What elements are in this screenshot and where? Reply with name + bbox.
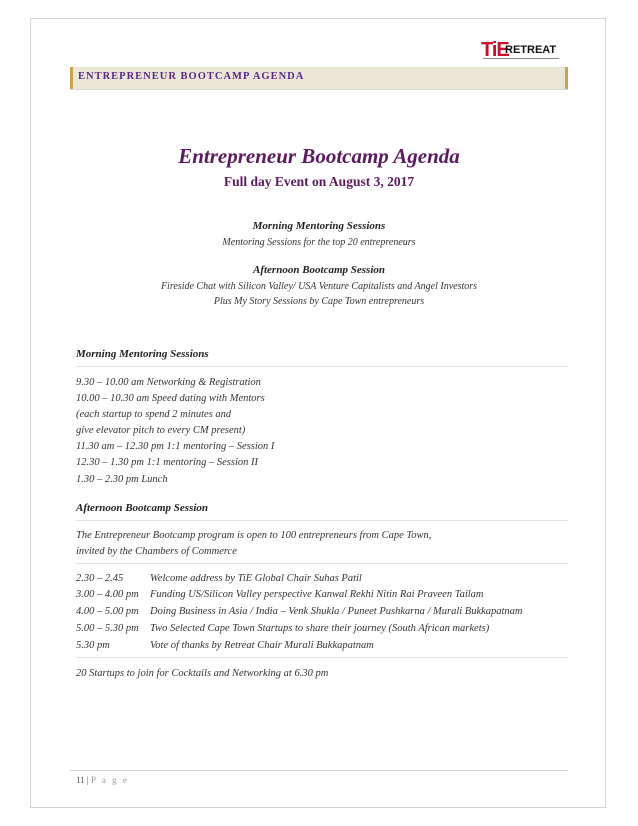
- schedule-time: 5.30 pm: [76, 640, 110, 651]
- morning-heading: Morning Mentoring Sessions: [76, 348, 209, 360]
- page-label: P a g e: [90, 775, 129, 785]
- header-band: [70, 67, 568, 89]
- morning-line: 1.30 – 2.30 pm Lunch: [76, 474, 168, 485]
- afternoon-heading: Afternoon Bootcamp Session: [76, 502, 209, 514]
- schedule-row: [76, 606, 523, 617]
- schedule-time: 3.00 – 4.00 pm: [76, 589, 139, 600]
- page-number: 11: [76, 775, 85, 785]
- footer-separator: |: [86, 775, 89, 785]
- schedule-item: Two Selected Cape Town Startups to share their journey (South African markets): [150, 623, 490, 634]
- schedule-row: [76, 623, 489, 634]
- header-band-title: ENTREPRENEUR BOOTCAMP AGENDA: [78, 71, 305, 82]
- footer-divider: [70, 770, 568, 771]
- tie-retreat-logo: [481, 39, 559, 63]
- morning-line: give elevator pitch to every CM present): [76, 425, 246, 436]
- schedule-time: 2.30 – 2.45: [76, 573, 124, 584]
- schedule-item: Vote of thanks by Retreat Chair Murali Bukkapatnam: [150, 640, 374, 651]
- page-footer: [76, 775, 129, 785]
- section-divider: [76, 657, 568, 658]
- schedule-item: Welcome address by TiE Global Chair Suhas Patil: [150, 573, 362, 584]
- morning-line: 9.30 – 10.00 am Networking & Registration: [76, 377, 261, 388]
- schedule-row: [76, 589, 484, 600]
- overview-morning-heading: Morning Mentoring Sessions: [252, 220, 386, 232]
- closing-note: 20 Startups to join for Cocktails and Networking at 6.30 pm: [76, 668, 329, 679]
- morning-line: 12.30 – 1.30 pm 1:1 mentoring – Session II: [76, 457, 258, 468]
- logo-text: RETREAT: [505, 44, 557, 56]
- afternoon-intro: invited by the Chambers of Commerce: [76, 546, 237, 557]
- page-subtitle: Full day Event on August 3, 2017: [223, 174, 415, 189]
- afternoon-intro: The Entrepreneur Bootcamp program is open to 100 entrepreneurs from Cape Town,: [76, 530, 432, 541]
- morning-line: 11.30 am – 12.30 pm 1:1 mentoring – Session I: [76, 441, 275, 452]
- schedule-item: Doing Business in Asia / India – Venk Shukla / Puneet Pushkarna / Murali Bukkapatnam: [150, 606, 523, 617]
- overview-afternoon-line1: Fireside Chat with Silicon Valley/ USA Venture Capitalists and Angel Investors: [160, 281, 478, 292]
- schedule-time: 4.00 – 5.00 pm: [76, 606, 139, 617]
- section-divider: [76, 520, 568, 521]
- header-divider: [70, 89, 568, 90]
- schedule-row: [76, 573, 362, 584]
- page-title: Entrepreneur Bootcamp Agenda: [178, 144, 460, 168]
- schedule-row: [76, 640, 374, 651]
- section-divider: [76, 366, 568, 367]
- overview-morning-text: Mentoring Sessions for the top 20 entrepreneurs: [222, 237, 416, 248]
- overview-afternoon-line2: Plus My Story Sessions by Cape Town entrepreneurs: [213, 296, 425, 307]
- morning-line: 10.00 – 10.30 am Speed dating with Mentors: [76, 393, 265, 404]
- overview-afternoon-heading: Afternoon Bootcamp Session: [252, 264, 386, 276]
- schedule-time: 5.00 – 5.30 pm: [76, 623, 139, 634]
- section-divider: [76, 563, 568, 564]
- logo-mark: TiE: [481, 39, 509, 61]
- logo-underline: [483, 58, 559, 63]
- morning-line: (each startup to spend 2 minutes and: [76, 409, 232, 420]
- schedule-item: Funding US/Silicon Valley perspective Kanwal Rekhi Nitin Rai Praveen Tailam: [150, 589, 484, 600]
